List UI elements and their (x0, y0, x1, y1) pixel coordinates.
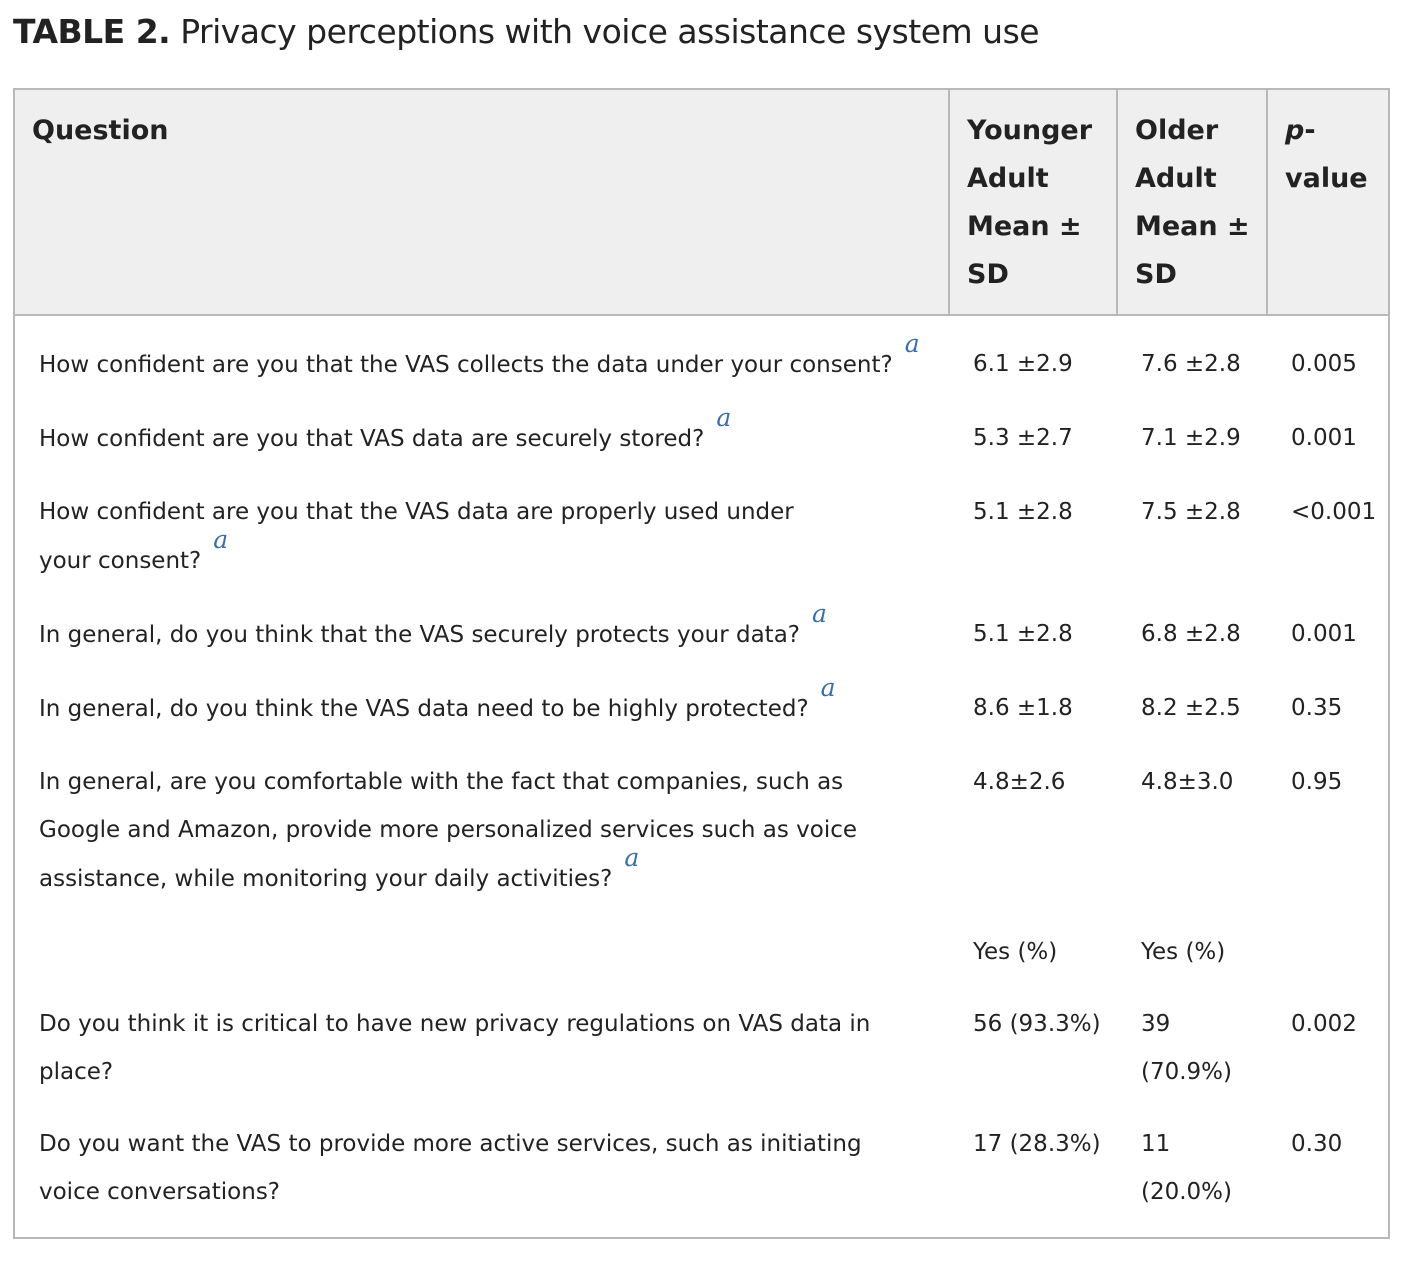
question-text: How confident are you that the VAS collects the data under your consent? (39, 352, 893, 378)
header-p-italic: p (1285, 115, 1305, 146)
older-yes-pct: 39 (70.9%) (1141, 1011, 1233, 1085)
older-mean-sd: 4.8±3.0 (1141, 769, 1234, 795)
question-cell (39, 488, 849, 585)
younger-mean-sd: 6.1 ±2.9 (973, 351, 1073, 377)
p-value: 0.002 (1291, 1011, 1357, 1037)
question-text: In general, do you think that the VAS securely protects your data? (39, 622, 800, 648)
older-mean-sd: 8.2 ±2.5 (1141, 695, 1241, 721)
p-value: <0.001 (1291, 499, 1377, 525)
header-p-value-word: value (1285, 163, 1368, 194)
question-cell (39, 329, 929, 389)
header-younger-line: Mean ± (967, 211, 1082, 242)
p-value: 0.35 (1291, 695, 1343, 721)
question-cell (39, 403, 929, 463)
question-cell (39, 599, 929, 659)
header-p-hyphen: - (1304, 115, 1316, 146)
question-cell (39, 758, 919, 903)
footnote-link[interactable]: a (812, 599, 827, 628)
younger-mean-sd: 4.8±2.6 (973, 769, 1066, 795)
question-cell (39, 1000, 929, 1096)
p-value: 0.001 (1291, 425, 1357, 451)
header-younger-line: Younger (967, 115, 1093, 146)
header-older-line: SD (1135, 259, 1177, 290)
younger-mean-sd: 5.3 ±2.7 (973, 425, 1073, 451)
footnote-link[interactable]: a (624, 843, 640, 872)
table-title: Privacy perceptions with voice assistance system use (180, 12, 1040, 51)
header-question: Question (32, 115, 169, 146)
header-older-adult (1116, 90, 1266, 314)
older-mean-sd: 7.1 ±2.9 (1141, 425, 1241, 451)
header-younger-line: SD (967, 259, 1009, 290)
p-value: 0.001 (1291, 621, 1357, 647)
younger-mean-sd: 5.1 ±2.8 (973, 499, 1073, 525)
question-text: In general, do you think the VAS data need to be highly protected? (39, 696, 809, 722)
header-older-line: Older (1135, 115, 1219, 146)
older-yes-pct: 11 (20.0%) (1141, 1131, 1233, 1205)
younger-mean-sd: 5.1 ±2.8 (973, 621, 1073, 647)
footnote-link[interactable]: a (716, 403, 732, 432)
question-cell (39, 1120, 929, 1216)
p-value: 0.005 (1291, 351, 1357, 377)
footnote-link[interactable]: a (904, 329, 920, 358)
table-caption (13, 10, 1039, 54)
older-yes-label: Yes (%) (1141, 939, 1226, 965)
question-text: How confident are you that VAS data are securely stored? (39, 426, 705, 452)
footnote-link[interactable]: a (820, 673, 836, 702)
privacy-table (13, 88, 1390, 1239)
p-value: 0.30 (1291, 1131, 1343, 1157)
question-text: In general, are you comfortable with the fact that companies, such as Google and Amazon, provide more personalized services such as voice assistance, while monitoring your daily activities? (39, 769, 858, 892)
older-mean-sd: 6.8 ±2.8 (1141, 621, 1241, 647)
table-header (15, 90, 1388, 316)
header-younger-line: Adult (967, 163, 1049, 194)
question-text: Do you want the VAS to provide more active services, such as initiating voice conversations? (39, 1131, 862, 1205)
younger-yes-label: Yes (%) (973, 939, 1058, 965)
older-mean-sd: 7.6 ±2.8 (1141, 351, 1241, 377)
header-older-line: Mean ± (1135, 211, 1250, 242)
footnote-link[interactable]: a (213, 525, 229, 554)
younger-yes-pct: 56 (93.3%) (973, 1011, 1101, 1037)
question-cell (39, 673, 929, 733)
header-older-line: Adult (1135, 163, 1217, 194)
question-text: How confident are you that the VAS data are properly used under your consent? (39, 499, 794, 574)
question-text: Do you think it is critical to have new privacy regulations on VAS data in place? (39, 1011, 871, 1085)
header-younger-adult (948, 90, 1116, 314)
younger-mean-sd: 8.6 ±1.8 (973, 695, 1073, 721)
header-p-value (1266, 90, 1390, 314)
table-label: TABLE 2. (13, 12, 171, 51)
p-value: 0.95 (1291, 769, 1343, 795)
younger-yes-pct: 17 (28.3%) (973, 1131, 1101, 1157)
older-mean-sd: 7.5 ±2.8 (1141, 499, 1241, 525)
